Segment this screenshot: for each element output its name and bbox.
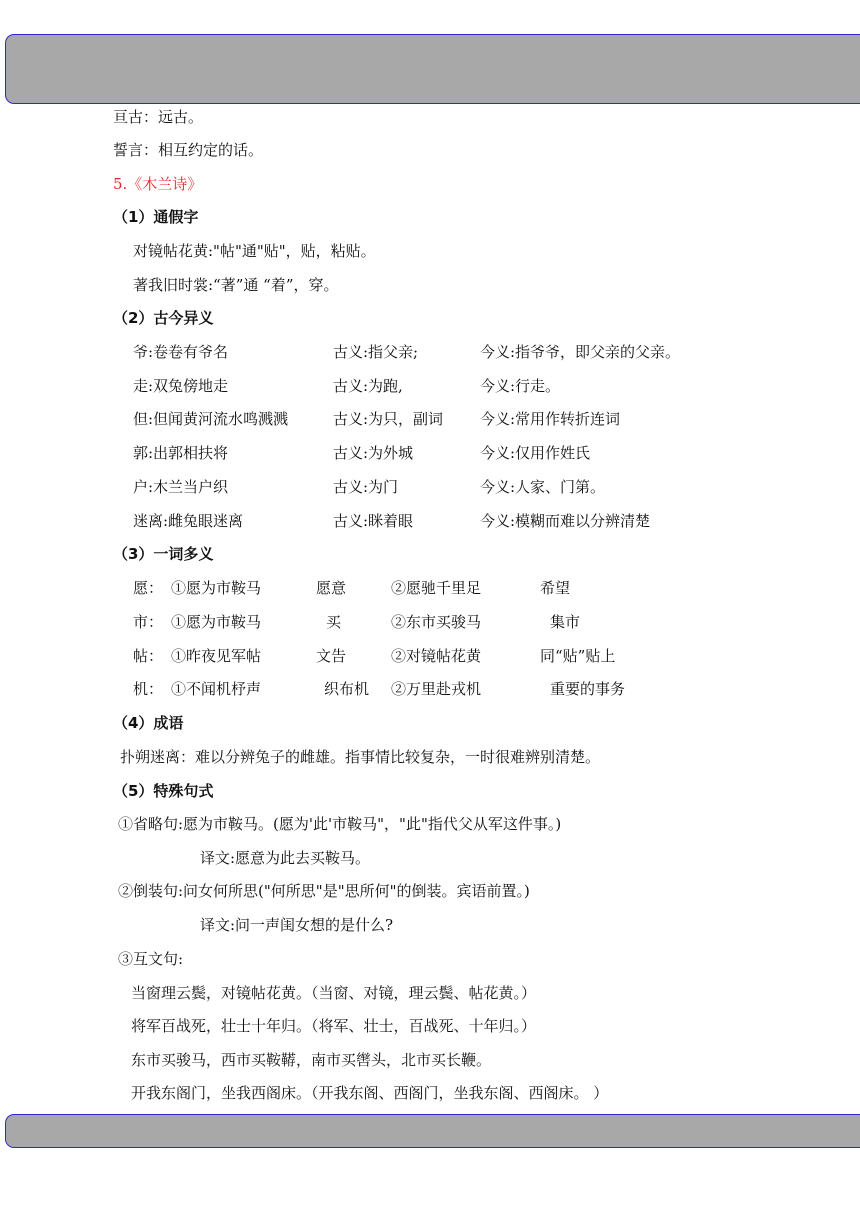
- duoyi-meaning-2: 希望: [540, 579, 571, 597]
- gujin-word: 但:但闻黄河流水鸣溅溅: [133, 410, 289, 428]
- duoyi-meaning-2: 重要的事务: [550, 680, 626, 698]
- huwen-item: 开我东阁门，坐我西阁床。（开我东阁、西阁门，坐我东阁、西阁床。 ）: [131, 1084, 609, 1102]
- huwen-item: 东市买骏马，西市买鞍鞯，南市买辔头，北市买长鞭。: [131, 1051, 492, 1069]
- gujin-new-meaning: 今义:行走。: [480, 377, 561, 395]
- duoyi-meaning-2: 同“贴”贴上: [540, 647, 616, 665]
- footer-bar: [5, 1114, 860, 1148]
- gujin-new-meaning: 今义:常用作转折连词: [480, 410, 621, 428]
- huwen-item: 当窗理云鬓，对镜帖花黄。（当窗、对镜，理云鬓、帖花黄。）: [131, 984, 537, 1002]
- duoyi-meaning-1: 买: [326, 613, 342, 631]
- duoyi-sentence-2: ②对镜帖花黄: [391, 647, 482, 665]
- duoyi-meaning-1: 织布机: [324, 680, 370, 698]
- duoyi-meaning-2: 集市: [550, 613, 581, 631]
- duoyi-sentence-2: ②东市买骏马: [391, 613, 482, 631]
- duoyi-sentence-2: ②万里赴戎机: [391, 680, 482, 698]
- heading-jushi: （5）特殊句式: [113, 782, 214, 800]
- gujin-old-meaning: 古义:为跑,: [333, 377, 403, 395]
- text-line-shiyan: 誓言：相互约定的话。: [113, 141, 264, 159]
- tongjia-item: 对镜帖花黄:"帖"通"贴"，贴，粘贴。: [133, 242, 376, 260]
- gujin-word: 郭:出郭相扶将: [133, 444, 229, 462]
- header-bar: [5, 34, 860, 104]
- jushi-shenglue-translation: 译文:愿意为此去买鞍马。: [200, 849, 371, 867]
- duoyi-meaning-1: 愿意: [316, 579, 347, 597]
- gujin-word: 户:木兰当户织: [133, 478, 229, 496]
- duoyi-sentence-1: ①不闻机杼声: [171, 680, 262, 698]
- duoyi-sentence-2: ②愿驰千里足: [391, 579, 482, 597]
- duoyi-sentence-1: ①愿为市鞍马: [171, 613, 262, 631]
- heading-gujin: （2）古今异义: [113, 309, 214, 327]
- duoyi-word: 愿：: [133, 579, 164, 597]
- gujin-word: 爷:卷卷有爷名: [133, 343, 229, 361]
- gujin-new-meaning: 今义:人家、门第。: [480, 478, 606, 496]
- chengyu-text: 扑朔迷离：难以分辨兔子的雌雄。指事情比较复杂，一时很难辨别清楚。: [120, 748, 601, 766]
- section-title: 5.《木兰诗》: [113, 175, 203, 193]
- duoyi-meaning-1: 文告: [316, 647, 347, 665]
- gujin-new-meaning: 今义:指爷爷，即父亲的父亲。: [480, 343, 681, 361]
- jushi-shenglue: ①省略句:愿为市鞍马。(愿为'此'市鞍马"，"此"指代父从军这件事。): [118, 815, 562, 833]
- gujin-old-meaning: 古义:眯着眼: [333, 512, 414, 530]
- huwen-item: 将军百战死，壮士十年归。（将军、壮士，百战死、十年归。）: [131, 1017, 537, 1035]
- duoyi-word: 机：: [133, 680, 164, 698]
- heading-chengyu: （4）成语: [113, 714, 184, 732]
- gujin-old-meaning: 古义:为外城: [333, 444, 414, 462]
- heading-duoyi: （3）一词多义: [113, 545, 214, 563]
- duoyi-sentence-1: ①愿为市鞍马: [171, 579, 262, 597]
- jushi-daozhuang-translation: 译文:问一声闺女想的是什么?: [200, 916, 394, 934]
- jushi-huwen: ③互文句:: [118, 950, 184, 968]
- duoyi-word: 帖：: [133, 647, 164, 665]
- gujin-old-meaning: 古义:为门: [333, 478, 399, 496]
- gujin-new-meaning: 今义:模糊而难以分辨清楚: [480, 512, 651, 530]
- tongjia-item: 著我旧时裳:“著”通 “着”，穿。: [133, 276, 339, 294]
- duoyi-sentence-1: ①昨夜见军帖: [171, 647, 262, 665]
- gujin-old-meaning: 古义:指父亲;: [333, 343, 419, 361]
- gujin-word: 迷离:雌兔眼迷离: [133, 512, 244, 530]
- gujin-old-meaning: 古义:为只，副词: [333, 410, 444, 428]
- heading-tongjia: （1）通假字: [113, 208, 199, 226]
- text-line-gengu: 亘古：远古。: [113, 108, 204, 126]
- gujin-new-meaning: 今义:仅用作姓氏: [480, 444, 591, 462]
- duoyi-word: 市：: [133, 613, 164, 631]
- jushi-daozhuang: ②倒装句:问女何所思("何所思"是"思所何"的倒装。宾语前置。): [118, 882, 530, 900]
- gujin-word: 走:双兔傍地走: [133, 377, 229, 395]
